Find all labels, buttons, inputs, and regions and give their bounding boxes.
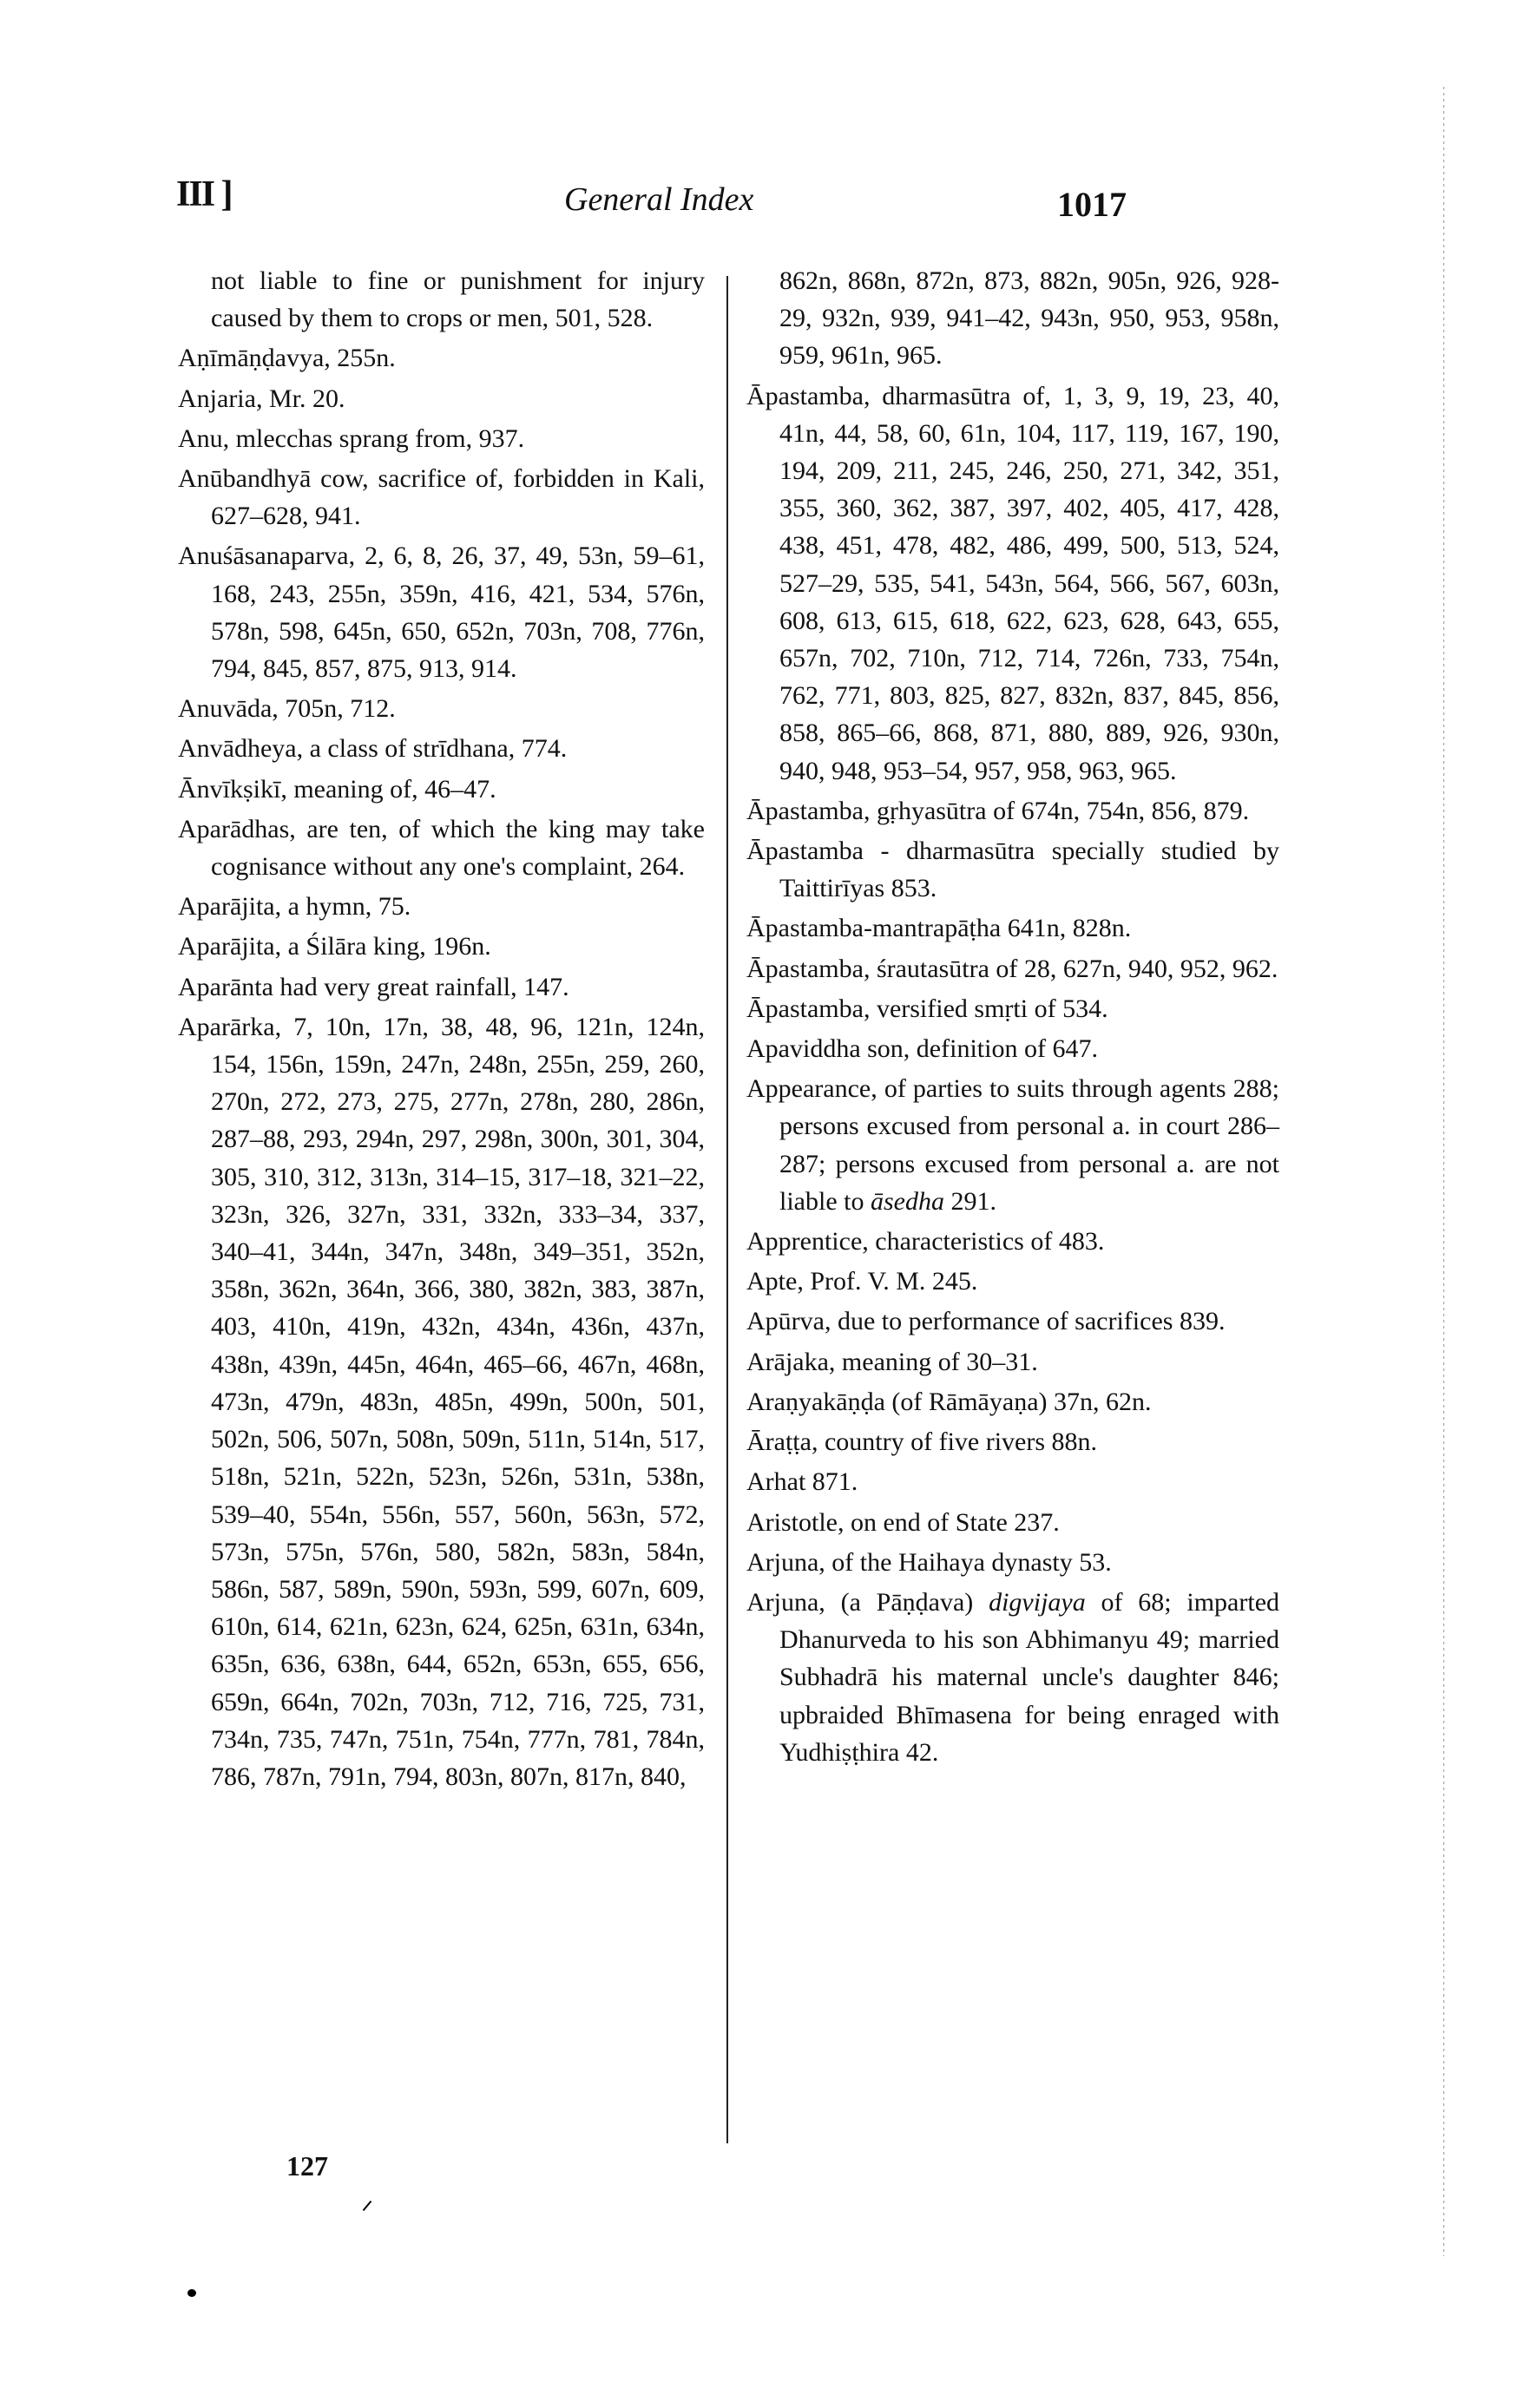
entry-text: Anu, mlecchas sprang from, 937. [178,423,525,453]
index-entry [178,1008,705,1795]
index-entry [746,1263,1279,1300]
entry-text: Aparājita, a Śilāra king, 196n. [178,932,491,961]
index-entry [746,1423,1279,1460]
stray-dot [187,2289,196,2297]
index-entry [178,730,705,767]
entry-text-tail: 291. [943,1186,996,1216]
index-entry [178,262,705,337]
index-entry [746,377,1279,790]
signature-mark: 127 [286,2150,328,2182]
index-entry [178,460,705,535]
entry-text: Arjuna, of the Haihaya dynasty 53. [746,1547,1112,1577]
entry-text: Āpastamba - dharmasūtra specially studied by Taittirīyas 853. [746,837,1279,903]
index-entry [746,1383,1279,1421]
entry-text: Ānvīkṣikī, meaning of, 46–47. [178,774,496,804]
entry-text: Apūrva, due to performance of sacrifices 839. [746,1307,1226,1336]
index-entry [746,1302,1279,1340]
entry-text: Anuśāsanaparva, 2, 6, 8, 26, 37, 49, 53n, 59–61, 168, 243, 255n, 359n, 416, 421, 534, 576n, 578n, 598, 645n, 650, 652n, 703n, 708, 776n, 794, 845, 857, 875, 913, 914. [178,541,705,684]
index-entry [746,262,1279,375]
entry-text: Apprentice, characteristics of 483. [746,1227,1105,1256]
entry-text: Arjuna, (a Pāṇḍava) [746,1587,989,1617]
entry-text: not liable to fine or punishment for injury caused by them to crops or men, 501, 528. [211,266,705,333]
entry-text: Araṇyakāṇḍa (of Rāmāyaṇa) 37n, 62n. [746,1387,1152,1416]
entry-text: Āraṭṭa, country of five rivers 88n. [746,1427,1098,1457]
entry-text: Arājaka, meaning of 30–31. [746,1347,1038,1376]
index-entry [746,950,1279,987]
volume-marker: III ] [176,174,232,214]
stray-mark [363,2201,372,2211]
entry-text: Aristotle, on end of State 237. [746,1507,1060,1537]
index-entry [178,771,705,808]
index-entry [178,420,705,457]
column-divider-upper [726,276,728,970]
entry-text: Anjaria, Mr. 20. [178,384,345,413]
index-entry [178,339,705,377]
entry-text: Āpastamba, gṛhyasūtra of 674n, 754n, 856, 879. [746,796,1250,825]
index-entry [746,792,1279,830]
index-column-left [178,262,705,1798]
index-entry [178,380,705,417]
running-title: General Index [564,181,754,218]
index-entry [746,1070,1279,1220]
scan-edge-line [1443,87,1444,2256]
entry-text: Aparārka, 7, 10n, 17n, 38, 48, 96, 121n, 124n, 154, 156n, 159n, 247n, 248n, 255n, 259, 260, 270n, 272, 273, 275, 277n, 278n, 280, 286n, 287–88, 293, 294n, 297, 298n, 300n, 301, 304, 305, 310, 312, 313n, 314–15, 317–18, 321–22, 323n, 326, 327n, 331, 332n, 333–34, 337, 340–41, 344n, 347n, 348n, 349–351, 352n, 358n, 362n, 364n, 366, 380, 382n, 383, 387n, 403, 410n, 419n, 432n, 434n, 436n, 437n, 438n, 439n, 445n, 464n, 465–66, 467n, 468n, 473n, 479n, 483n, 485n, 499n, 500n, 501, 502n, 506, 507n, 508n, 509n, 511n, 514n, 517, 518n, 521n, 522n, 523n, 526n, 531n, 538n, 539–40, 554n, 556n, 557, 560n, 563n, 572, 573n, 575n, 576n, 580, 582n, 583n, 584n, 586n, 587, 589n, 590n, 593n, 599, 607n, 609, 610n, 614, 621n, 623n, 624, 625n, 631n, 634n, 635n, 636, 638n, 644, 652n, 653n, 655, 656, 659n, 664n, 702n, 703n, 712, 716, 725, 731, 734n, 735, 747n, 751n, 754n, 777n, 781, 784n, 786, 787n, 791n, 794, 803n, 807n, 817n, 840, [178,1012,705,1791]
entry-text: Āpastamba, dharmasūtra of, 1, 3, 9, 19, 23, 40, 41n, 44, 58, 60, 61n, 104, 117, 119, 167, 190, 194, 209, 211, 245, 246, 250, 271, 342, 351, 355, 360, 362, 387, 397, 402, 405, 417, 428, 438, 451, 478, 482, 486, 499, 500, 513, 524, 527–29, 535, 541, 543n, 564, 566, 567, 603n, 608, 613, 615, 618, 622, 623, 628, 643, 655, 657n, 702, 710n, 712, 714, 726n, 733, 754n, 762, 771, 803, 825, 827, 832n, 837, 845, 856, 858, 865–66, 868, 871, 880, 889, 926, 930n, 940, 948, 953–54, 957, 958, 963, 965. [746,381,1279,785]
entry-text: Āpastamba, śrautasūtra of 28, 627n, 940, 952, 962. [746,954,1278,983]
entry-text: Āpastamba, versified smṛti of 534. [746,994,1108,1023]
entry-text: Aparājita, a hymn, 75. [178,892,411,922]
index-entry [746,1463,1279,1500]
index-entry [178,968,705,1006]
index-entry [746,1343,1279,1381]
entry-text: Anūbandhyā cow, sacrifice of, forbidden in Kali, 627–628, 941. [178,464,705,531]
index-entry [178,690,705,727]
index-entry [746,1504,1279,1541]
index-entry [746,909,1279,947]
entry-text: Aṇīmāṇḍavya, 255n. [178,344,396,373]
index-entry [746,1544,1279,1581]
entry-text: Aparānta had very great rainfall, 147. [178,972,569,1001]
entry-text: Arhat 871. [746,1467,858,1497]
index-entry [178,537,705,687]
entry-text: Apaviddha son, definition of 647. [746,1034,1098,1064]
index-entry [178,810,705,885]
column-divider-lower [726,955,728,2143]
entry-text: 862n, 868n, 872n, 873, 882n, 905n, 926, 928-29, 932n, 939, 941–42, 943n, 950, 953, 958n, 959, 961n, 965. [779,266,1279,371]
entry-text: Anuvāda, 705n, 712. [178,694,396,724]
index-entry [178,928,705,965]
index-entry [746,990,1279,1027]
entry-text: Appearance, of parties to suits through agents 288; persons excused from personal a. in court 286–287; persons excused from personal a. are not liable to [746,1074,1279,1216]
index-entry [746,1223,1279,1260]
index-entry [178,888,705,925]
entry-text: Āpastamba-mantrapāṭha 641n, 828n. [746,914,1132,943]
index-entry [746,832,1279,907]
entry-text: Apte, Prof. V. M. 245. [746,1267,978,1296]
index-entry [746,1584,1279,1771]
index-entry [746,1030,1279,1067]
entry-text-tail: of 68; imparted Dhanurveda to his son Abhimanyu 49; married Subhadrā his maternal uncle's daughter 846; upbraided Bhīmasena for being enraged with Yudhiṣṭhira 42. [779,1587,1280,1767]
entry-text: Anvādheya, a class of strīdhana, 774. [178,734,568,764]
index-column-right [746,262,1279,1774]
entry-italic-term: āsedha [870,1186,944,1216]
entry-italic-term: digvijaya [989,1587,1086,1617]
entry-text: Aparādhas, are ten, of which the king may take cognisance without any one's complaint, 264. [178,814,705,882]
page-number: 1017 [1057,185,1127,224]
